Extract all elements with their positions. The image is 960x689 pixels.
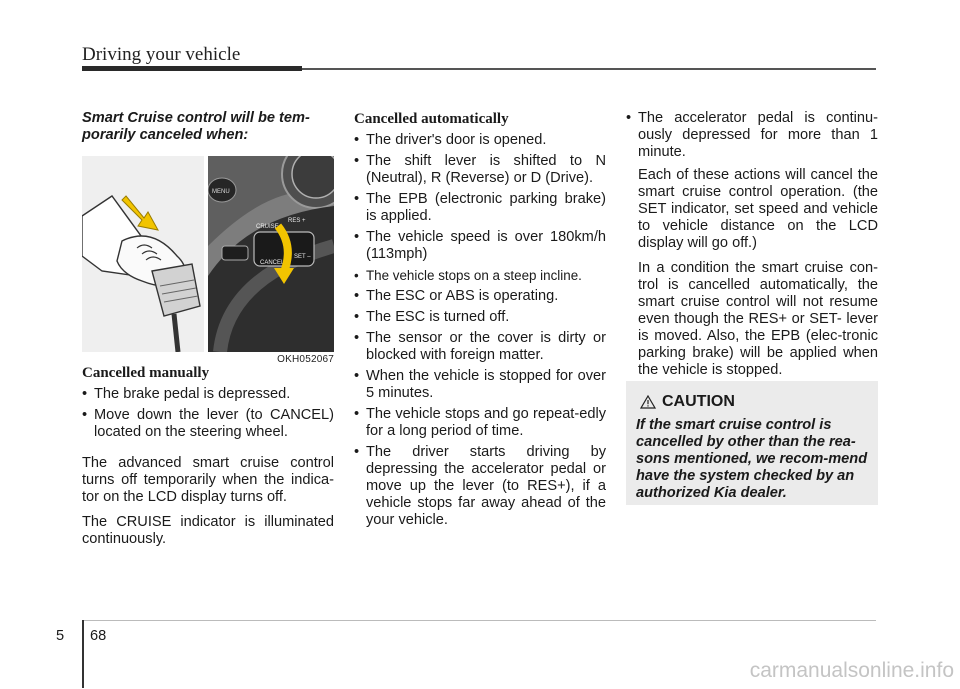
brake-pedal-illustration [82, 156, 204, 352]
list-item: • The EPB (electronic parking brake) is applied. [354, 191, 606, 225]
figure-steering-lever [208, 156, 334, 352]
list-item: • The accelerator pedal is continu-ously depressed for more than 1 minute. [626, 110, 878, 161]
manual-list [82, 386, 334, 441]
steering-wheel-illustration [208, 156, 334, 352]
caution-text: If the smart cruise control is cancelled by other than the rea-sons mentioned, we recom-mend have the system checked by an authorized Kia dealer. [636, 417, 868, 501]
caution-box [626, 381, 878, 505]
figure-brake-pedal [82, 156, 204, 352]
figure-code: OKH052067 [277, 354, 334, 365]
list-item: • The vehicle stops and go repeat-edly for a long period of time. [354, 406, 606, 440]
auto-heading: Cancelled automatically [354, 111, 509, 127]
list-item: • The sensor or the cover is dirty or blocked with foreign matter. [354, 330, 606, 364]
paragraph: Each of these actions will cancel the smart cruise control operation. (the SET indicator, set speed and vehicle to vehicle distance on the LCD display will go off.) [638, 167, 878, 251]
cruise-label: CRUISE [256, 224, 279, 230]
paragraph: In a condition the smart cruise con-trol is cancelled automatically, the smart cruise control will not resume even though the RES+ or SET- lever is moved. Also, the EPB (elec-tronic parking brake) will be applied when the vehicle is stopped. [638, 260, 878, 378]
list-item: • The shift lever is shifted to N (Neutral), R (Reverse) or D (Drive). [354, 153, 606, 187]
paragraph: The CRUISE indicator is illuminated continuously. [82, 514, 334, 547]
list-item: • The vehicle stops on a steep incline. [354, 267, 606, 284]
list-item: • When the vehicle is stopped for over 5 minutes. [354, 368, 606, 402]
list-item: • Move down the lever (to CANCEL) located on the steering wheel. [82, 407, 334, 441]
column-2 [354, 110, 606, 533]
page-number: 68 [90, 628, 107, 644]
running-header: Driving your vehicle [82, 44, 241, 65]
figure [82, 156, 334, 365]
menu-label: MENU [212, 189, 230, 195]
accel-list [626, 110, 878, 161]
list-item: • The vehicle speed is over 180km/h (113mph) [354, 229, 606, 263]
paragraph: The advanced smart cruise control turns off temporarily when the indica-tor on the LCD display turns off. [82, 455, 334, 505]
manual-heading: Cancelled manually [82, 365, 210, 381]
list-item: • The brake pedal is depressed. [82, 386, 334, 403]
list-item: • The driver's door is opened. [354, 132, 606, 149]
caution-header [636, 393, 868, 411]
res-label: RES + [288, 218, 306, 224]
footer-rule [82, 620, 876, 621]
watermark: carmanualsonline.info [749, 659, 954, 682]
list-item: • The driver starts driving by depressing the accelerator pedal or move up the lever (to RES+), if a vehicle stops far away ahead of the your vehicle. [354, 444, 606, 529]
list-item: • The ESC is turned off. [354, 309, 606, 326]
list-item: • The ESC or ABS is operating. [354, 288, 606, 305]
column-3 [626, 110, 878, 387]
header-rule-thin [302, 68, 876, 70]
section-subtitle: Smart Cruise control will be tem-porarily canceled when: [82, 110, 310, 143]
header-rule-thick [82, 66, 302, 71]
footer-divider [82, 620, 84, 688]
cancel-label: CANCEL [260, 260, 285, 266]
set-label: SET – [294, 254, 311, 260]
caution-title: CAUTION [662, 393, 735, 410]
chapter-number: 5 [56, 628, 65, 644]
column-1 [82, 110, 334, 556]
warning-triangle-icon [640, 395, 656, 409]
auto-list [354, 132, 606, 529]
